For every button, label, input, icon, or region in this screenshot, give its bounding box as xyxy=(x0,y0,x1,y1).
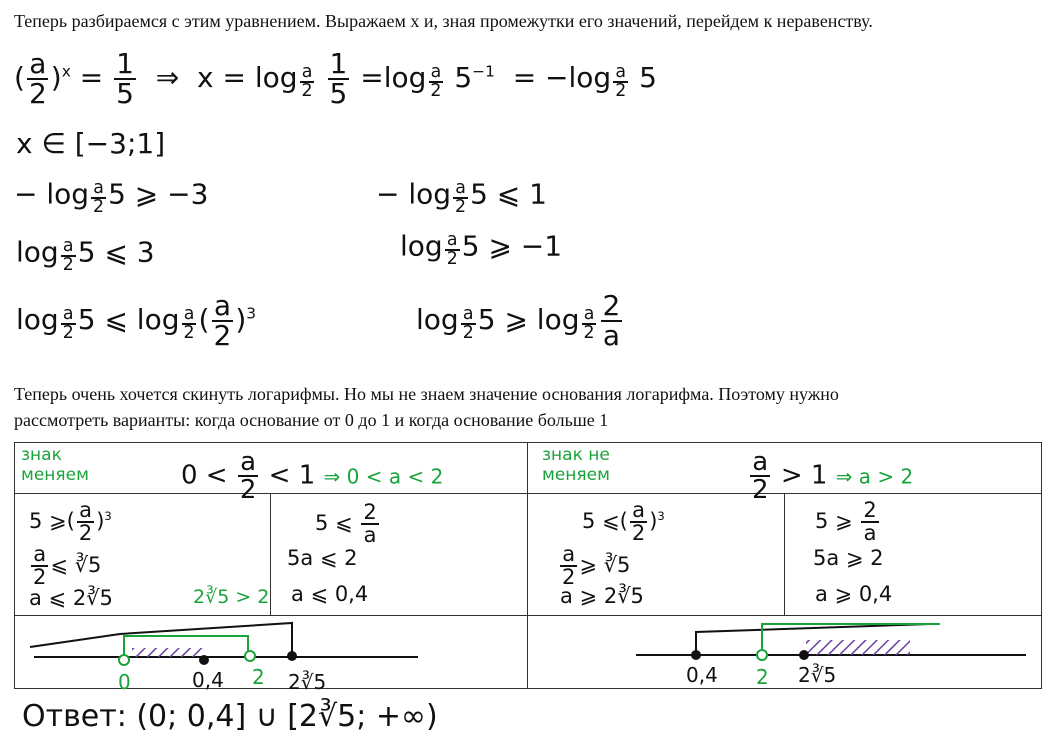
case2-numberline xyxy=(636,624,1026,689)
case1-sub2-row1: 5 ⩽ $\frac{2}{a}$ xyxy=(315,500,377,547)
label-2cbrt5: 2∛5 xyxy=(798,663,837,687)
case1-sub2-row3: a ⩽ 0,4 xyxy=(291,582,369,606)
point-2 xyxy=(757,650,767,660)
case2-sub2-row2: 5a ⩾ 2 xyxy=(813,546,884,570)
right-ineq-row3: log $\frac{a}{2}$ 5 ⩾ log $\frac{a}{2}$ $\frac{2}{a}$ xyxy=(416,289,621,352)
right-ineq-row1: − log $\frac{a}{2}$ 5 ⩽ 1 xyxy=(376,177,547,218)
main-equation: ( $\frac{a}{2}$ )$^x$ = $\frac{1}{5}$ ⇒ x = log $\frac{a}{2}$ $\frac{1}{5}$ =log $\frac{a}{2}$ $5^{-1} = -\log$ $\frac{a}{2}$ 5 xyxy=(14,47,657,110)
case1-sub1-row3: a ⩽ 2∛5 xyxy=(29,586,113,610)
left-ineq-row1: − log $\frac{a}{2}$ 5 ⩾ −3 xyxy=(14,177,209,218)
case1-note: знак меняем xyxy=(21,445,89,485)
para2-line2: рассмотреть варианты: когда основание от 0 до 1 и когда основание больше 1 xyxy=(14,410,609,430)
case1-sub1-row2: $\frac{a}{2}$ ⩽ ∛5 xyxy=(33,542,102,589)
point-0 xyxy=(119,655,129,665)
case1-sub1-note: 2∛5 > 2 xyxy=(193,586,270,608)
case2-note: знак не меняем xyxy=(542,445,610,485)
solution-hatch xyxy=(806,640,910,655)
left-ineq-row2: log $\frac{a}{2}$ 5 ⩽ 3 xyxy=(16,235,155,276)
case2-sub1-row2: $\frac{a}{2}$ ⩾ ∛5 xyxy=(562,542,631,589)
para2-line1: Теперь очень хочется скинуть логарифмы. Но мы не знаем значение основания логарифма. Поэтому нужно xyxy=(14,384,839,404)
left-ineq-row3: log $\frac{a}{2}$ 5 ⩽ log $\frac{a}{2}$ ( $\frac{a}{2}$ )$^3$ xyxy=(16,289,257,352)
label-0-4: 0,4 xyxy=(686,663,718,687)
intro-paragraph: Теперь разбираемся с этим уравнением. Выражаем x и, зная промежутки его значений, перейдем к неравенству. xyxy=(14,11,873,31)
point-2cbrt5 xyxy=(799,650,809,660)
label-2cbrt5: 2∛5 xyxy=(288,670,327,694)
case2-sub2-row3: a ⩾ 0,4 xyxy=(815,582,893,606)
solution-hatch xyxy=(132,648,204,657)
point-2 xyxy=(245,651,255,661)
case1-sub2-row2: 5a ⩽ 2 xyxy=(287,546,358,570)
case2-condition: $\frac{a}{2}$ > 1 ⇒ a > 2 xyxy=(752,447,914,505)
label-0: 0 xyxy=(118,670,131,694)
point-0-4 xyxy=(199,655,209,665)
right-ineq-row2: log $\frac{a}{2}$ 5 ⩾ −1 xyxy=(400,229,563,270)
point-0-4 xyxy=(691,650,701,660)
case2-sub1-row3: a ⩾ 2∛5 xyxy=(560,584,644,608)
answer: Ответ: (0; 0,4] ∪ [2∛5; +∞) xyxy=(22,699,438,734)
case2-sub2-row1: 5 ⩾ $\frac{2}{a}$ xyxy=(815,498,877,545)
x-interval: x ∈ [−3;1] xyxy=(16,127,166,160)
case1-sub1-row1: 5 ⩾( $\frac{a}{2}$ )$^3$ xyxy=(29,498,112,545)
case1-numberline xyxy=(30,623,418,694)
label-2: 2 xyxy=(756,665,769,689)
label-0-4: 0,4 xyxy=(192,668,224,692)
point-2cbrt5 xyxy=(287,651,297,661)
case2-sub1-row1: 5 ⩽( $\frac{a}{2}$ )$^3$ xyxy=(582,498,665,545)
label-2: 2 xyxy=(252,665,265,689)
case1-condition: 0 < $\frac{a}{2}$ < 1 ⇒ 0 < a < 2 xyxy=(181,447,444,505)
